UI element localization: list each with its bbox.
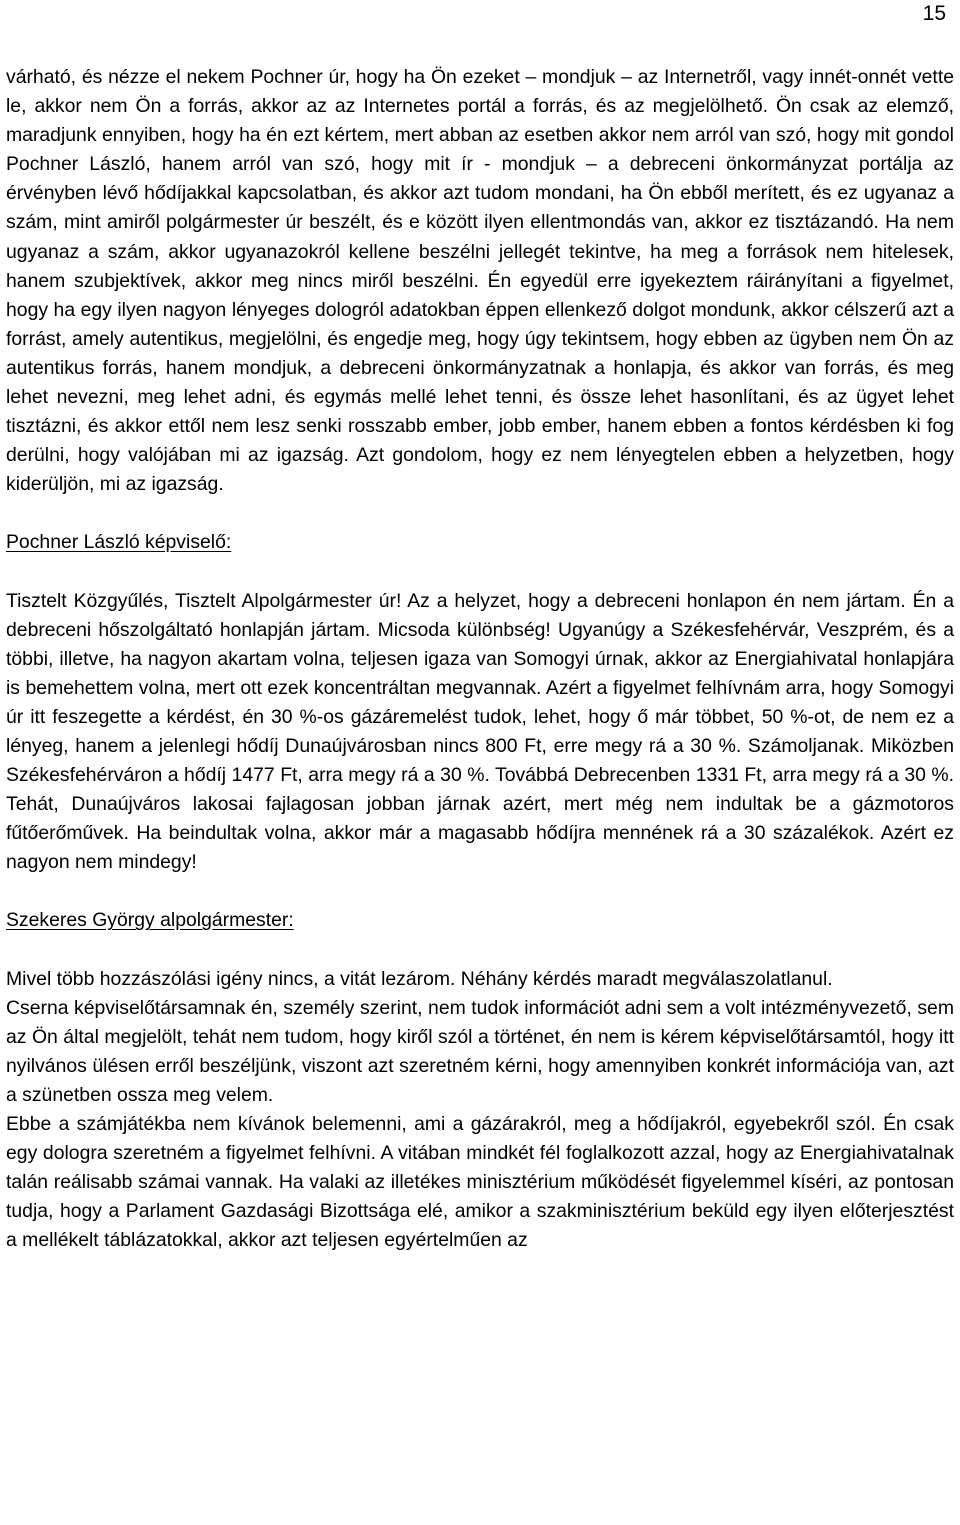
- body-paragraph: Cserna képviselőtársamnak én, személy szerint, nem tudok információt adni sem a volt intézményvezető, sem az Ön által megjelölt, tehát nem tudom, hogy kiről szól a történet, én nem is kérem képviselőtársamtól, hogy itt nyilvános ülésen erről beszéljünk, viszont azt szeretném kérni, hogy amennyiben konkrét információja van, azt a szünetben ossza meg velem.: [6, 996, 954, 1106]
- document-body: [6, 63, 954, 1255]
- body-paragraph: Ebbe a számjátékba nem kívánok belemenni, ami a gázárakról, meg a hődíjakról, egyebekről szól. Én csak egy dologra szeretném a figyelmet felhívni. A vitában mindkét fél foglalkozott azzal, hogy az Energiahivatalnak talán reálisabb számai vannak. Ha valaki az illetékes minisztérium működését figyelemmel kíséri, az pontosan tudja, hogy a Parlament Gazdasági Bizottsága elé, amikor a szakminisztérium beküld egy ilyen előterjesztést a mellékelt táblázatokkal, akkor azt teljesen egyértelműen az: [6, 1113, 954, 1252]
- speaker-heading: Pochner László képviselő:: [6, 531, 232, 554]
- paragraph-spacer: [6, 558, 954, 587]
- body-paragraph: Tisztelt Közgyűlés, Tisztelt Alpolgármester úr! Az a helyzet, hogy a debreceni honlapon én nem jártam. Én a debreceni hőszolgáltató honlapján jártam. Micsoda különbség! Ugyanúgy a Székesfehérvár, Veszprém, és a többi, illetve, ha nagyon akartam volna, teljesen igaza van Somogyi úrnak, akkor az Energiahivatal honlapjára is bemehettem volna, mert ott ezek koncentráltan megvannak. Azért a figyelmet felhívnám arra, hogy Somogyi úr itt feszegette a kérdést, én 30 %-os gázáremelést tudok, lehet, hogy ő már többet, 50 %-ot, de nem ez a lényeg, hanem a jelenlegi hődíj Dunaújvárosban nincs 800 Ft, erre megy rá a 30 %. Számoljanak. Miközben Székesfehérváron a hődíj 1477 Ft, arra megy rá a 30 %. Továbbá Debrecenben 1331 Ft, arra megy rá a 30 %. Tehát, Dunaújváros lakosai fajlagosan jobban járnak azért, mert még nem indultak be a gázmotoros fűtőerőművek. Ha beindultak volna, akkor már a magasabb hődíjra mennének rá a 30 százalékok. Azért ez nagyon nem mindegy!: [6, 589, 954, 874]
- body-paragraph: Mivel több hozzászólási igény nincs, a vitát lezárom. Néhány kérdés maradt megválaszolatlanul.: [6, 967, 833, 990]
- speaker-heading: Szekeres György alpolgármester:: [6, 909, 294, 932]
- paragraph-spacer: [6, 936, 954, 965]
- paragraph-spacer: [6, 499, 954, 528]
- paragraph-spacer: [6, 877, 954, 906]
- body-paragraph: várható, és nézze el nekem Pochner úr, hogy ha Ön ezeket – mondjuk – az Internetről, vagy innét-onnét vette le, akkor nem Ön a forrás, akkor az az Internetes portál a forrás, és az megjelölhető. Ön csak az elemző, maradjunk ennyiben, hogy ha én ezt kértem, mert abban az esetben akkor nem arról van szó, hogy mit gondol Pochner László, hanem arról van szó, hogy mit ír - mondjuk – a debreceni önkormányzat portálja az érvényben lévő hődíjakkal kapcsolatban, és akkor azt tudom mondani, ha Ön ebből merített, és ez ugyanaz a szám, mint amiről polgármester úr beszélt, és e között ilyen ellentmondás van, akkor ez tisztázandó. Ha nem ugyanaz a szám, akkor ugyanazokról kellene beszélni jellegét tekintve, ha meg a források nem hitelesek, hanem szubjektívek, akkor meg nincs miről beszélni. Én egyedül erre igyekeztem ráirányítani a figyelmet, hogy ha egy ilyen nagyon lényeges dologról adatokban éppen ellenkező dolgot mondunk, akkor célszerű azt a forrást, amely autentikus, megjelölni, és engedje meg, hogy úgy tekintsem, hogy ebben az ügyben nem Ön az autentikus forrás, hanem mondjuk, a debreceni önkormányzatnak a honlapja, és akkor van forrás, és meg lehet nevezni, meg lehet adni, és egymás mellé lehet tenni, és össze lehet hasonlítani, és az ügyet lehet tisztázni, és akkor ettől nem lesz senki rosszabb ember, jobb ember, hanem ebben a fontos kérdésben ki fog derülni, hogy valójában mi az igazság. Azt gondolom, hogy ez nem lényegtelen ebben a helyzetben, hogy kiderüljön, mi az igazság.: [6, 66, 954, 496]
- page-number: 15: [922, 2, 946, 25]
